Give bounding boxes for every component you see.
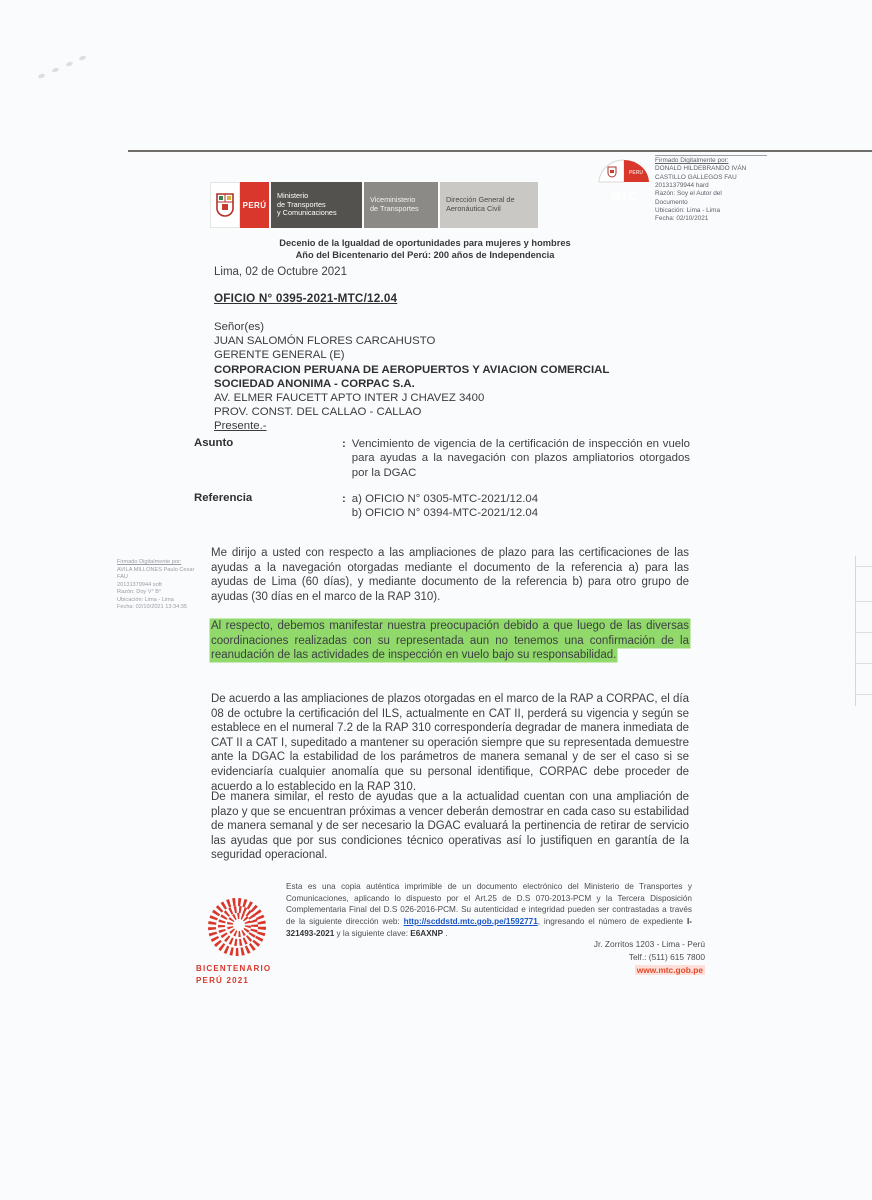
bicentenario-logo-icon (204, 897, 270, 964)
authenticity-note: Esta es una copia auténtica imprimible de un documento electrónico del Ministerio de Transportes y Comunicaciones, aplicando lo dispuesto por el Art.25 de D.S 070-2013-PCM y la Tercera Disposición Complementaria Final del D.S 026-2016-PCM. Su autenticidad e integridad pueden ser contrastadas a través de la siguiente dirección web: http://scddstd.mtc.gob.pe/1592771, ingresando el número de expediente I-321493-2021 y la siguiente clave: E6AXNP . (286, 882, 692, 938)
reference-value (342, 492, 538, 521)
website-url: www.mtc.gob.pe (636, 965, 703, 976)
pencil-mark (66, 61, 74, 67)
body-paragraph-2-highlighted (211, 619, 689, 663)
body-paragraph-1: Me dirijo a usted con respecto a las ampliaciones de plazo para las certificaciones de las ayudas a la navegación otorgadas mediante el documento de la referencia a) para las ayudas de Lima (60 días), y mediante documento de la referencia b) para otro grupo de ayudas (30 días en el marco de la RAP 310). (211, 547, 689, 603)
svg-text:MTC: MTC (611, 189, 637, 203)
scan-tick (855, 566, 872, 567)
peru-label: PERÚ (240, 182, 269, 228)
vice-ministry-name: Viceministerio de Transportes (362, 182, 438, 228)
date-line: Lima, 02 de Octubre 2021 (214, 266, 347, 278)
clave-code: E6AXNP (410, 928, 444, 938)
reference-colon: : (342, 493, 346, 505)
peru-coat-of-arms-icon (210, 182, 240, 228)
ministry-header-banner (210, 182, 538, 228)
dgac-name: Dirección General de Aeronáutica Civil (438, 182, 538, 228)
body-paragraph-4: De manera similar, el resto de ayudas que a la actualidad cuentan con una ampliación de plazo y que se encuentran próximas a vencer deberán demostrar en cada caso su estabilidad de manera semanal y de ser necesario la DGAC evaluará la pertinencia de retirar de servicio las ayudas que por sus condiciones técnico operativas así lo justifiquen en garantía de la seguridad operacional. (211, 791, 689, 862)
ministry-name: Ministerio de Transportes y Comunicaciones (269, 182, 362, 228)
mtc-stamp-logo (596, 157, 652, 218)
institutional-motto: Decenio de la Igualdad de oportunidades para mujeres y hombres Año del Bicentenario del Perú: 200 años de Independencia (279, 238, 571, 261)
footer-address (470, 938, 705, 977)
expediente-number: I-321493-2021 (286, 916, 692, 938)
svg-text:PERU: PERU (629, 170, 643, 176)
scan-tick (855, 694, 872, 695)
subject-value: : Vencimiento de vigencia de la certificación de inspección en vuelo para ayudas a la navegación con plazos ampliatorios otorgados por la DGAC (342, 438, 690, 479)
digital-signature-left: Firmado Digitalmente por: AVILA MILLONES Paulo Cesar FAU 20131379944 soft Razón: Doy V° B° Ubicación: Lima - Lima Fecha: 02/10/2021 13:34:35 (117, 559, 195, 611)
green-highlight: Al respecto, debemos manifestar nuestra preocupación debido a que luego de las diversas coordinaciones realizadas con su representada aun no tenemos una confirmación de la reanudación de las actividades de inspección en vuelo bajo su responsabilidad. (211, 620, 689, 662)
scan-tick (855, 632, 872, 633)
digital-signature-right: Firmado Digitalmente por: DONALD HILDEBRANDO IVÁN CASTILLO GALLEGOS FAU 20131379944 hard Razón: Soy el Autor del Documento Ubicación: Lima - Lima Fecha: 02/10/2021 (655, 155, 767, 224)
body-paragraph-3: De acuerdo a las ampliaciones de plazos otorgadas en el marco de la RAP a CORPAC, el día 08 de octubre la certificación del ILS, actualmente en CAT II, perderá su vigencia y según se establece en el numeral 7.2 de la RAP 310 correspondería degradar de manera inmediata de CAT II a CAT I, supeditado a mantener su operación siempre que su representada demuestre ante la DGAC la estabilidad de los parámetros de manera semanal y de ser el caso si se evidenciaría cualquier anomalía que su personal identifique, CORPAC debe proceder de acuerdo a lo establecido en la RAP 310. (211, 693, 689, 793)
bicentenario-label: BICENTENARIO PERÚ 2021 (196, 964, 272, 985)
street-address: Jr. Zorritos 1203 - Lima - Perú (593, 939, 705, 949)
reference-item-b: b) OFICIO N° 0394-MTC-2021/12.04 (351, 507, 539, 520)
subject-label: Asunto (194, 437, 234, 449)
scan-edge-line (128, 150, 872, 152)
pencil-mark (52, 67, 60, 73)
scan-tick (855, 601, 872, 602)
pencil-mark (79, 55, 87, 61)
oficio-number: OFICIO N° 0395-2021-MTC/12.04 (214, 292, 398, 305)
reference-label: Referencia (194, 492, 253, 504)
scan-right-edge (855, 556, 856, 706)
recipient-block: Señor(es) JUAN SALOMÓN FLORES CARCAHUSTO GERENTE GENERAL (E) CORPORACION PERUANA DE AEROPUERTOS Y AVIACION COMERCIAL SOCIEDAD ANONIMA - CORPAC S.A. AV. ELMER FAUCETT APTO INTER J CHAVEZ 3400 PROV. CONST. DEL CALLAO - CALLAO Presente.- (214, 321, 610, 433)
verification-url-link: http://scddstd.mtc.gob.pe/1592771 (403, 916, 538, 926)
scan-tick (855, 663, 872, 664)
phone-number: Telf.: (511) 615 7800 (628, 952, 705, 963)
reference-item-a: a) OFICIO N° 0305-MTC-2021/12.04 (351, 493, 539, 505)
subject-colon: : (342, 438, 346, 450)
pencil-mark (38, 73, 46, 79)
